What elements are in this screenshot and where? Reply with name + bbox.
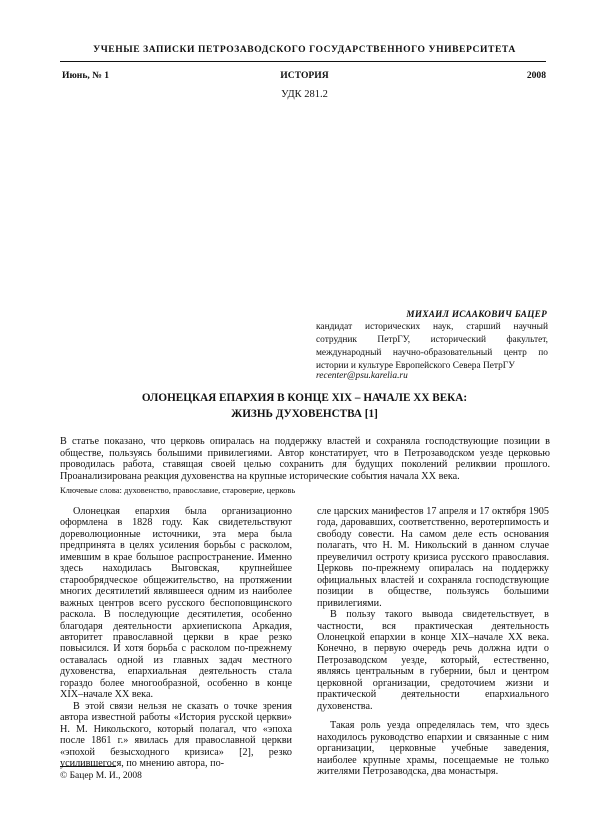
issue-label: Июнь, № 1 bbox=[62, 70, 110, 81]
journal-title: УЧЕНЫЕ ЗАПИСКИ ПЕТРОЗАВОДСКОГО ГОСУДАРСТВЕННОГО УНИВЕРСИТЕТА bbox=[93, 44, 516, 55]
author-affiliation: кандидат исторических наук, старший научный сотрудник ПетрГУ, исторический факультет, международный научно-образовательный центр по истории и культуре Европейского Севера ПетрГУ bbox=[316, 322, 548, 371]
author-name: МИХАИЛ ИСААКОВИЧ БАЦЕР bbox=[406, 309, 547, 319]
author-email[interactable]: recenter@psu.karelia.ru bbox=[316, 371, 408, 381]
paragraph: Такая роль уезда определялась тем, что здесь находилось руководство епархии и связанные с ним организации, церковные учебные заведения, наиболее крупные храмы, посещаемые не только жителями Петрозаводска, два монастыря. bbox=[317, 720, 549, 777]
section-label: ИСТОРИЯ bbox=[280, 70, 329, 81]
header-rule bbox=[60, 61, 546, 62]
article-title bbox=[0, 390, 609, 422]
year-label: 2008 bbox=[526, 70, 546, 81]
keywords: Ключевые слова: духовенство, православие, староверие, церковь bbox=[60, 485, 296, 495]
body-column-left bbox=[60, 506, 292, 769]
udk-code: УДК 281.2 bbox=[281, 89, 328, 100]
article-title-line-2: ЖИЗНЬ ДУХОВЕНСТВА [1] bbox=[231, 408, 378, 420]
article-title-line-1: ОЛОНЕЦКАЯ ЕПАРХИЯ В КОНЦЕ XIX – НАЧАЛЕ XX ВЕКА: bbox=[141, 392, 468, 404]
paragraph-gap bbox=[317, 712, 549, 720]
paragraph: В пользу такого вывода свидетельствует, в частности, вся практическая деятельность Олонецкой епархии в конце XIX–начале XX века. Конечно, в первую очередь речь должна идти о Петрозаводском уезде, который, естественно, являясь центральным в губернии, был и центром церковной организации, средоточием жизни и практической деятельности епархиального духовенства. bbox=[317, 609, 549, 712]
body-column-right bbox=[317, 506, 549, 777]
paragraph: Олонецкая епархия была организационно оформлена в 1828 году. Как свидетельствуют дореволюционные источники, эта мера была предпринята в целях усиления борьбы с расколом, имевшим в крае большое распространение. Именно здесь находилась Выговская, крупнейшее старообрядческое общежительство, на протяжении многих десятилетий являвшееся одним из наиболее важных центров всего русского беспоповщинского раскола. В последующие десятилетия, особенно благодаря деятельности архиепископа Аркадия, авторитет православной церкви в крае резко повысился. И хотя борьба с расколом по-прежнему оставалась одной из главных задач местного духовенства, епархиальная деятельность стала гораздо более многообразной, особенно в конце XIX–начале XX века. bbox=[60, 506, 292, 701]
copyright: © Бацер М. И., 2008 bbox=[60, 771, 142, 781]
footnote-rule bbox=[60, 766, 116, 767]
abstract: В статье показано, что церковь опиралась на поддержку властей и сохраняла господствующие позиции в обществе, пользуясь большими привилегиями. Автор констатирует, что в Петрозаводском уезде церковью проводилась работа, ставящая своей целью сохранить для будущих поколений реликвии прошлого. Проанализирована реакция духовенства на крупные исторические события начала XX века. bbox=[60, 436, 550, 482]
paragraph: сле царских манифестов 17 апреля и 17 октября 1905 года, даровавших, соответственно, веротерпимость и свободу совести. На самом деле есть основания полагать, что Н. М. Никольский в данном случае преувеличил остроту кризиса русского православия. Церковь по-прежнему опиралась на поддержку официальных властей и сохраняла господствующие позиции в обществе, пользуясь большими привилегиями. bbox=[317, 506, 549, 609]
paragraph: В этой связи нельзя не сказать о точке зрения автора известной работы «История русской церкви» Н. М. Никольского, который полагал, что «эпоха после 1861 г.» явилась для православной церкви «эпохой безысходного кризиса» [2], резко усилившегося, по мнению автора, по- bbox=[60, 700, 292, 769]
